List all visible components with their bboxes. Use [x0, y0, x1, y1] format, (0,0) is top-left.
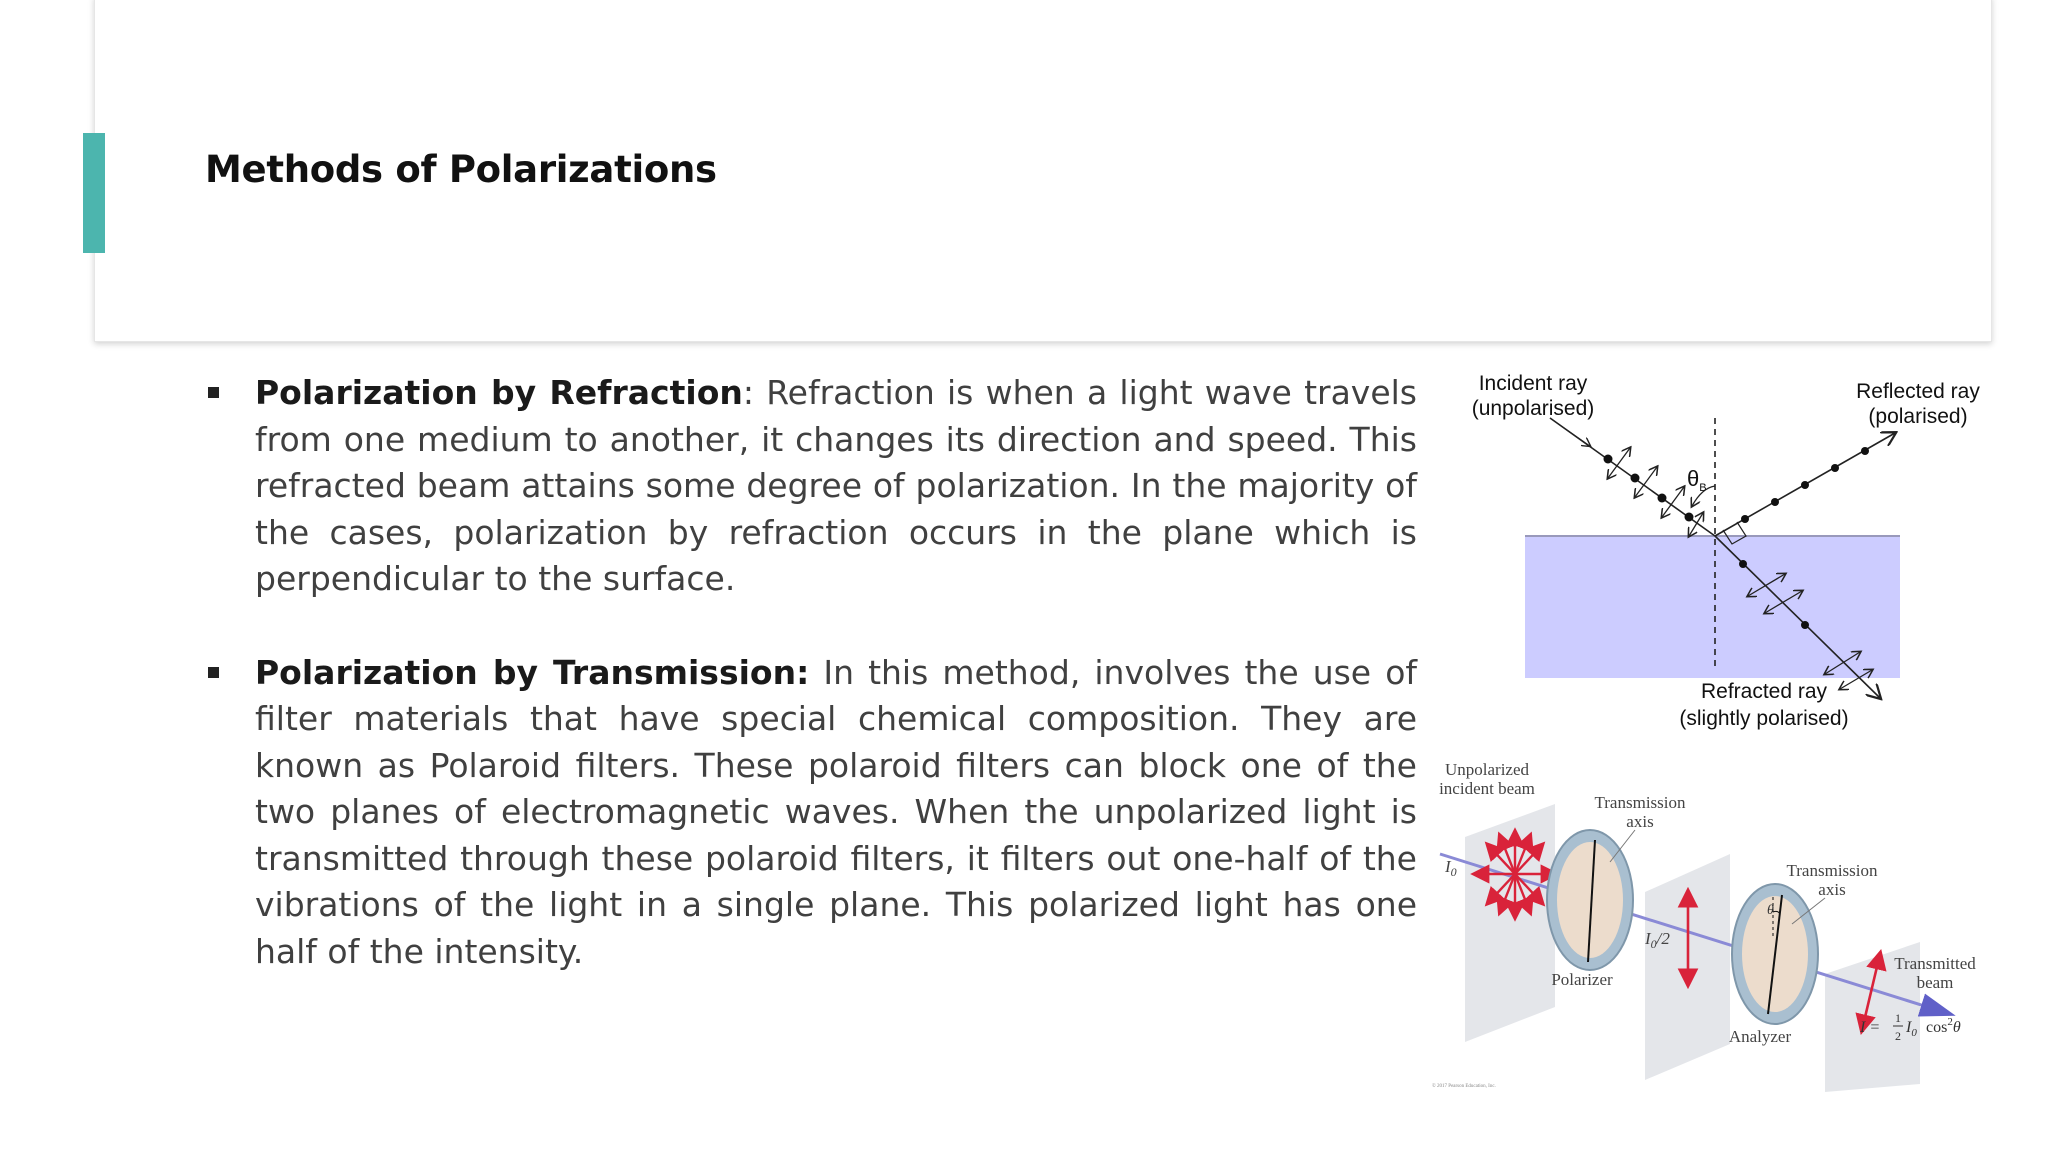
square-bullet-icon: [208, 387, 219, 398]
transmission-axis-sublabel-1: axis: [1626, 812, 1654, 831]
transmission-axis-label-1: Transmission: [1594, 793, 1686, 812]
angle-label: $\theta_B$: [1687, 466, 1707, 494]
bullet-list: [205, 370, 1417, 1022]
transmission-diagram: [1430, 752, 2008, 1092]
transmission-axis-label-2: Transmission: [1786, 861, 1878, 880]
analyzer-label: Analyzer: [1728, 1027, 1792, 1046]
incident-ray-sublabel: (unpolarised): [1471, 397, 1595, 420]
bullet-term: Polarization by Transmission:: [255, 652, 810, 692]
bullet-separator: :: [742, 373, 754, 412]
polarizer-label: Polarizer: [1551, 970, 1613, 989]
page-title: Methods of Polarizations: [205, 148, 717, 191]
incident-ray-label: Incident ray: [1478, 372, 1588, 395]
title-accent-bar: [83, 133, 105, 253]
incident-plane: [1465, 804, 1555, 1042]
refraction-diagram: [1440, 368, 2010, 738]
refraction-diagram-svg: [1440, 368, 2010, 738]
unpolarized-label: Unpolarized: [1444, 760, 1530, 779]
glass-medium: [1525, 536, 1900, 678]
refracted-ray-label: Refracted ray: [1700, 680, 1828, 703]
transmitted-beam-label: Transmitted: [1894, 954, 1976, 973]
copyright-note: © 2017 Pearson Education, Inc.: [1432, 1084, 1496, 1089]
svg-text:1: 1: [1895, 1011, 1901, 1025]
reflected-ray-sublabel: (polarised): [1868, 405, 1968, 428]
analyzer-angle-label: θ: [1767, 903, 1774, 918]
incident-arrows: [1608, 448, 1703, 536]
bullet-text: Refraction is when a light wave travels from one medium to another, it changes its direction and speed. This refracted beam attains some degree of polarization. In the majority of the cases, polarization by refraction occurs in the plane which is perpendicular to the surface.: [255, 373, 1417, 598]
bullet-text: In this method, involves the use of filter materials that have special chemical composition. They are known as Polaroid filters. These polaroid filters can block one of the two planes of electromagnetic waves. When the unpolarized light is transmitted through these polaroid filters, it filters out one-half of the vibrations of the light in a single plane. This polarized light has one half of the intensity.: [255, 652, 1418, 971]
bullet-term: Polarization by Refraction: [255, 373, 743, 412]
i0-label: $I_0$: [1445, 857, 1457, 879]
refracted-ray-sublabel: (slightly polarised): [1679, 707, 1849, 730]
svg-text:I0: $I_0$: [1906, 1019, 1917, 1039]
bullet-transmission: [205, 650, 1417, 976]
svg-text:cos2θ: $\cos^2\theta$: [1926, 1016, 1961, 1036]
square-bullet-icon: [208, 667, 219, 678]
bullet-refraction: [205, 370, 1417, 603]
svg-text:I =: I =: [1860, 1019, 1881, 1036]
transmission-diagram-svg: [1430, 752, 2008, 1092]
half-intensity-label: $I_0/2$: [1645, 929, 1670, 951]
transmitted-beam-sublabel: beam: [1916, 973, 1954, 992]
svg-text:2: 2: [1895, 1029, 1901, 1043]
reflected-ray-label: Reflected ray: [1856, 380, 1980, 403]
transmission-axis-sublabel-2: axis: [1818, 880, 1846, 899]
unpolarized-sublabel: incident beam: [1439, 779, 1535, 798]
